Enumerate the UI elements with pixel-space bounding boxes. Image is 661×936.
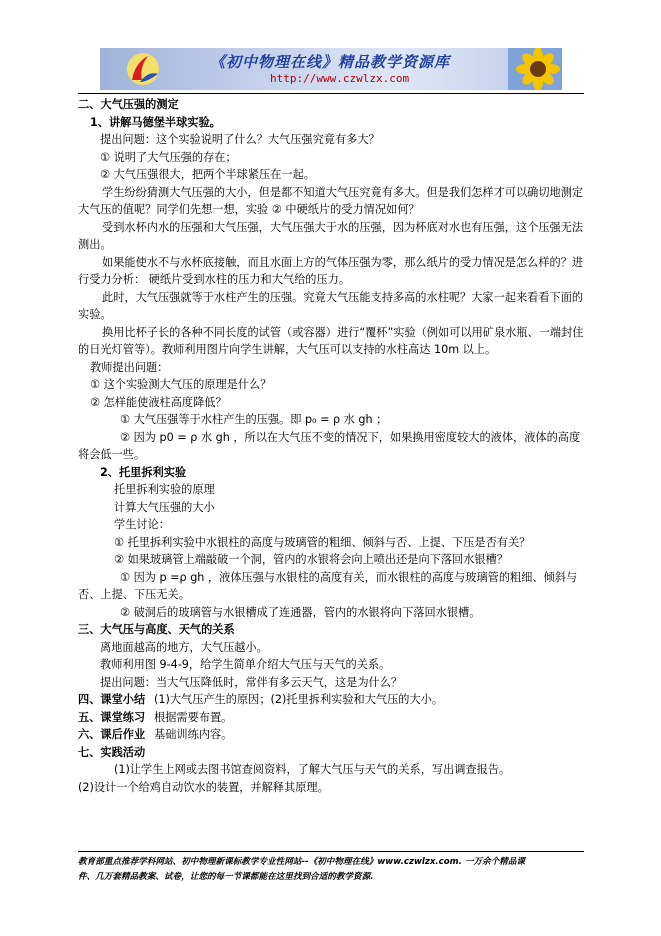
paragraph: 离地面越高的地方，大气压越小。 [100, 640, 268, 654]
section-2-heading: 二、大气压强的测定 [78, 98, 179, 111]
paragraph: 教师提出问题： [90, 360, 169, 374]
list-item: ① 托里拆利实验中水银柱的高度与玻璃管的粗细、倾斜与否、上提、下压是否有关？ [114, 535, 531, 549]
section-5-row [78, 709, 584, 727]
document-body [78, 96, 584, 796]
paragraph: 如果能使水不与水杯底接触，而且水面上方的气体压强为零，那么纸片的受力情况是怎么样的？进行受力分析： 硬纸片受到水柱的压力和大气给的压力。 [78, 255, 584, 286]
header-rule [78, 93, 584, 94]
section-4-text: (1)大气压产生的原因；(2)托里拆利实验和大气压的大小。 [154, 693, 444, 706]
list-item: ② 因为 p0 = ρ 水 gh ，所以在大气压不变的情况下，如果换用密度较大的液体，液体的高度将会低一些。 [78, 430, 581, 461]
paragraph: 学生讨论： [114, 518, 170, 531]
paragraph: 提出问题：当大气压降低时，常伴有多云天气，这是为什么？ [100, 675, 403, 689]
footer [78, 855, 584, 885]
list-item: ② 破洞后的玻璃管与水银槽成了连通器，管内的水银将向下落回水银槽。 [120, 605, 481, 619]
paragraph: 此时，大气压强就等于水柱产生的压强。究竟大气压能支持多高的水柱呢？大家一起来看看下面的实验。 [78, 290, 584, 321]
paragraph: 受到水杯内水的压强和大气压强，大气压强大于水的压强，因为杯底对水也有压强，这个压强无法测出。 [78, 220, 584, 251]
paragraph: 提出问题：这个实验说明了什么？大气压强究竟有多大？ [100, 133, 380, 146]
list-item: ① 说明了大气压强的存在； [100, 150, 237, 164]
paragraph: 换用比杯子长的各种不同长度的试管（或容器）进行“覆杯”实验（例如可以用矿泉水瓶、一端封住的日光灯管等）。教师利用图片向学生讲解，大气压可以支持的水柱高达 10m 以上。 [78, 325, 584, 356]
list-item: (2)设计一个给鸡自动饮水的装置，并解释其原理。 [78, 780, 329, 794]
section-4-heading: 四、课堂小结 [78, 693, 146, 706]
list-item: ② 怎样能使液柱高度降低？ [90, 395, 227, 409]
footer-line-2: 件、几万套精品教案、试卷，让您的每一节课都能在这里找到合适的教学资源. [78, 872, 374, 882]
paragraph: 学生纷纷猜测大气压强的大小，但是都不知道大气压究竟有多大。但是我们怎样才可以确切地测定大气压的值呢？同学们先想一想，实验 ② 中硬纸片的受力情况如何？ [78, 185, 584, 216]
footer-rule [78, 851, 584, 852]
section-6-text: 基础训练内容。 [154, 728, 233, 741]
section-5-heading: 五、课堂练习 [78, 710, 146, 724]
list-item: (1)让学生上网或去图书馆查阅资料，了解大气压与天气的关系，写出调查报告。 [114, 763, 511, 776]
list-item: ① 大气压强等于水柱产生的压强。即 p₀ = ρ 水 gh ； [120, 413, 388, 426]
section-7-heading: 七、实践活动 [78, 745, 146, 759]
subsection-1-heading: 1、讲解马德堡半球实验。 [90, 115, 221, 129]
list-item: ② 如果玻璃管上端敲破一个洞，管内的水银将会向上喷出还是向下落回水银槽？ [114, 553, 508, 566]
section-6-heading: 六、课后作业 [78, 728, 146, 741]
banner-title: 《初中物理在线》精品教学资源库 [210, 53, 451, 71]
section-4-row [78, 691, 584, 709]
section-6-row [78, 726, 584, 744]
section-5-text: 根据需要布置。 [154, 710, 233, 724]
section-3-heading: 三、大气压与高度、天气的关系 [78, 623, 235, 636]
footer-line-1: 教育部重点推荐学科网站、初中物理新课标教学专业性网站--《初中物理在线》www.czwlzx.com. 一万余个精品课 [78, 857, 526, 867]
list-item: ② 大气压强很大，把两个半球紧压在一起。 [100, 168, 315, 181]
sunflower-icon [508, 48, 562, 90]
paragraph: 托里拆利实验的原理 [114, 483, 215, 496]
subsection-2-heading: 2、托里拆利实验 [100, 465, 187, 479]
paragraph: 计算大气压强的大小 [114, 500, 215, 514]
logo-icon [126, 52, 160, 86]
header-banner [100, 48, 562, 90]
banner-url: http://www.czwlzx.com [270, 72, 410, 85]
list-item: ① 这个实验测大气压的原理是什么？ [90, 378, 272, 391]
list-item: ① 因为 p =ρ gh ，液体压强与水银柱的高度有关，而水银柱的高度与玻璃管的粗细、倾斜与否、上提、下压无关。 [78, 570, 578, 601]
paragraph: 教师利用图 9-4-9，给学生简单介绍大气压与天气的关系。 [100, 658, 391, 671]
